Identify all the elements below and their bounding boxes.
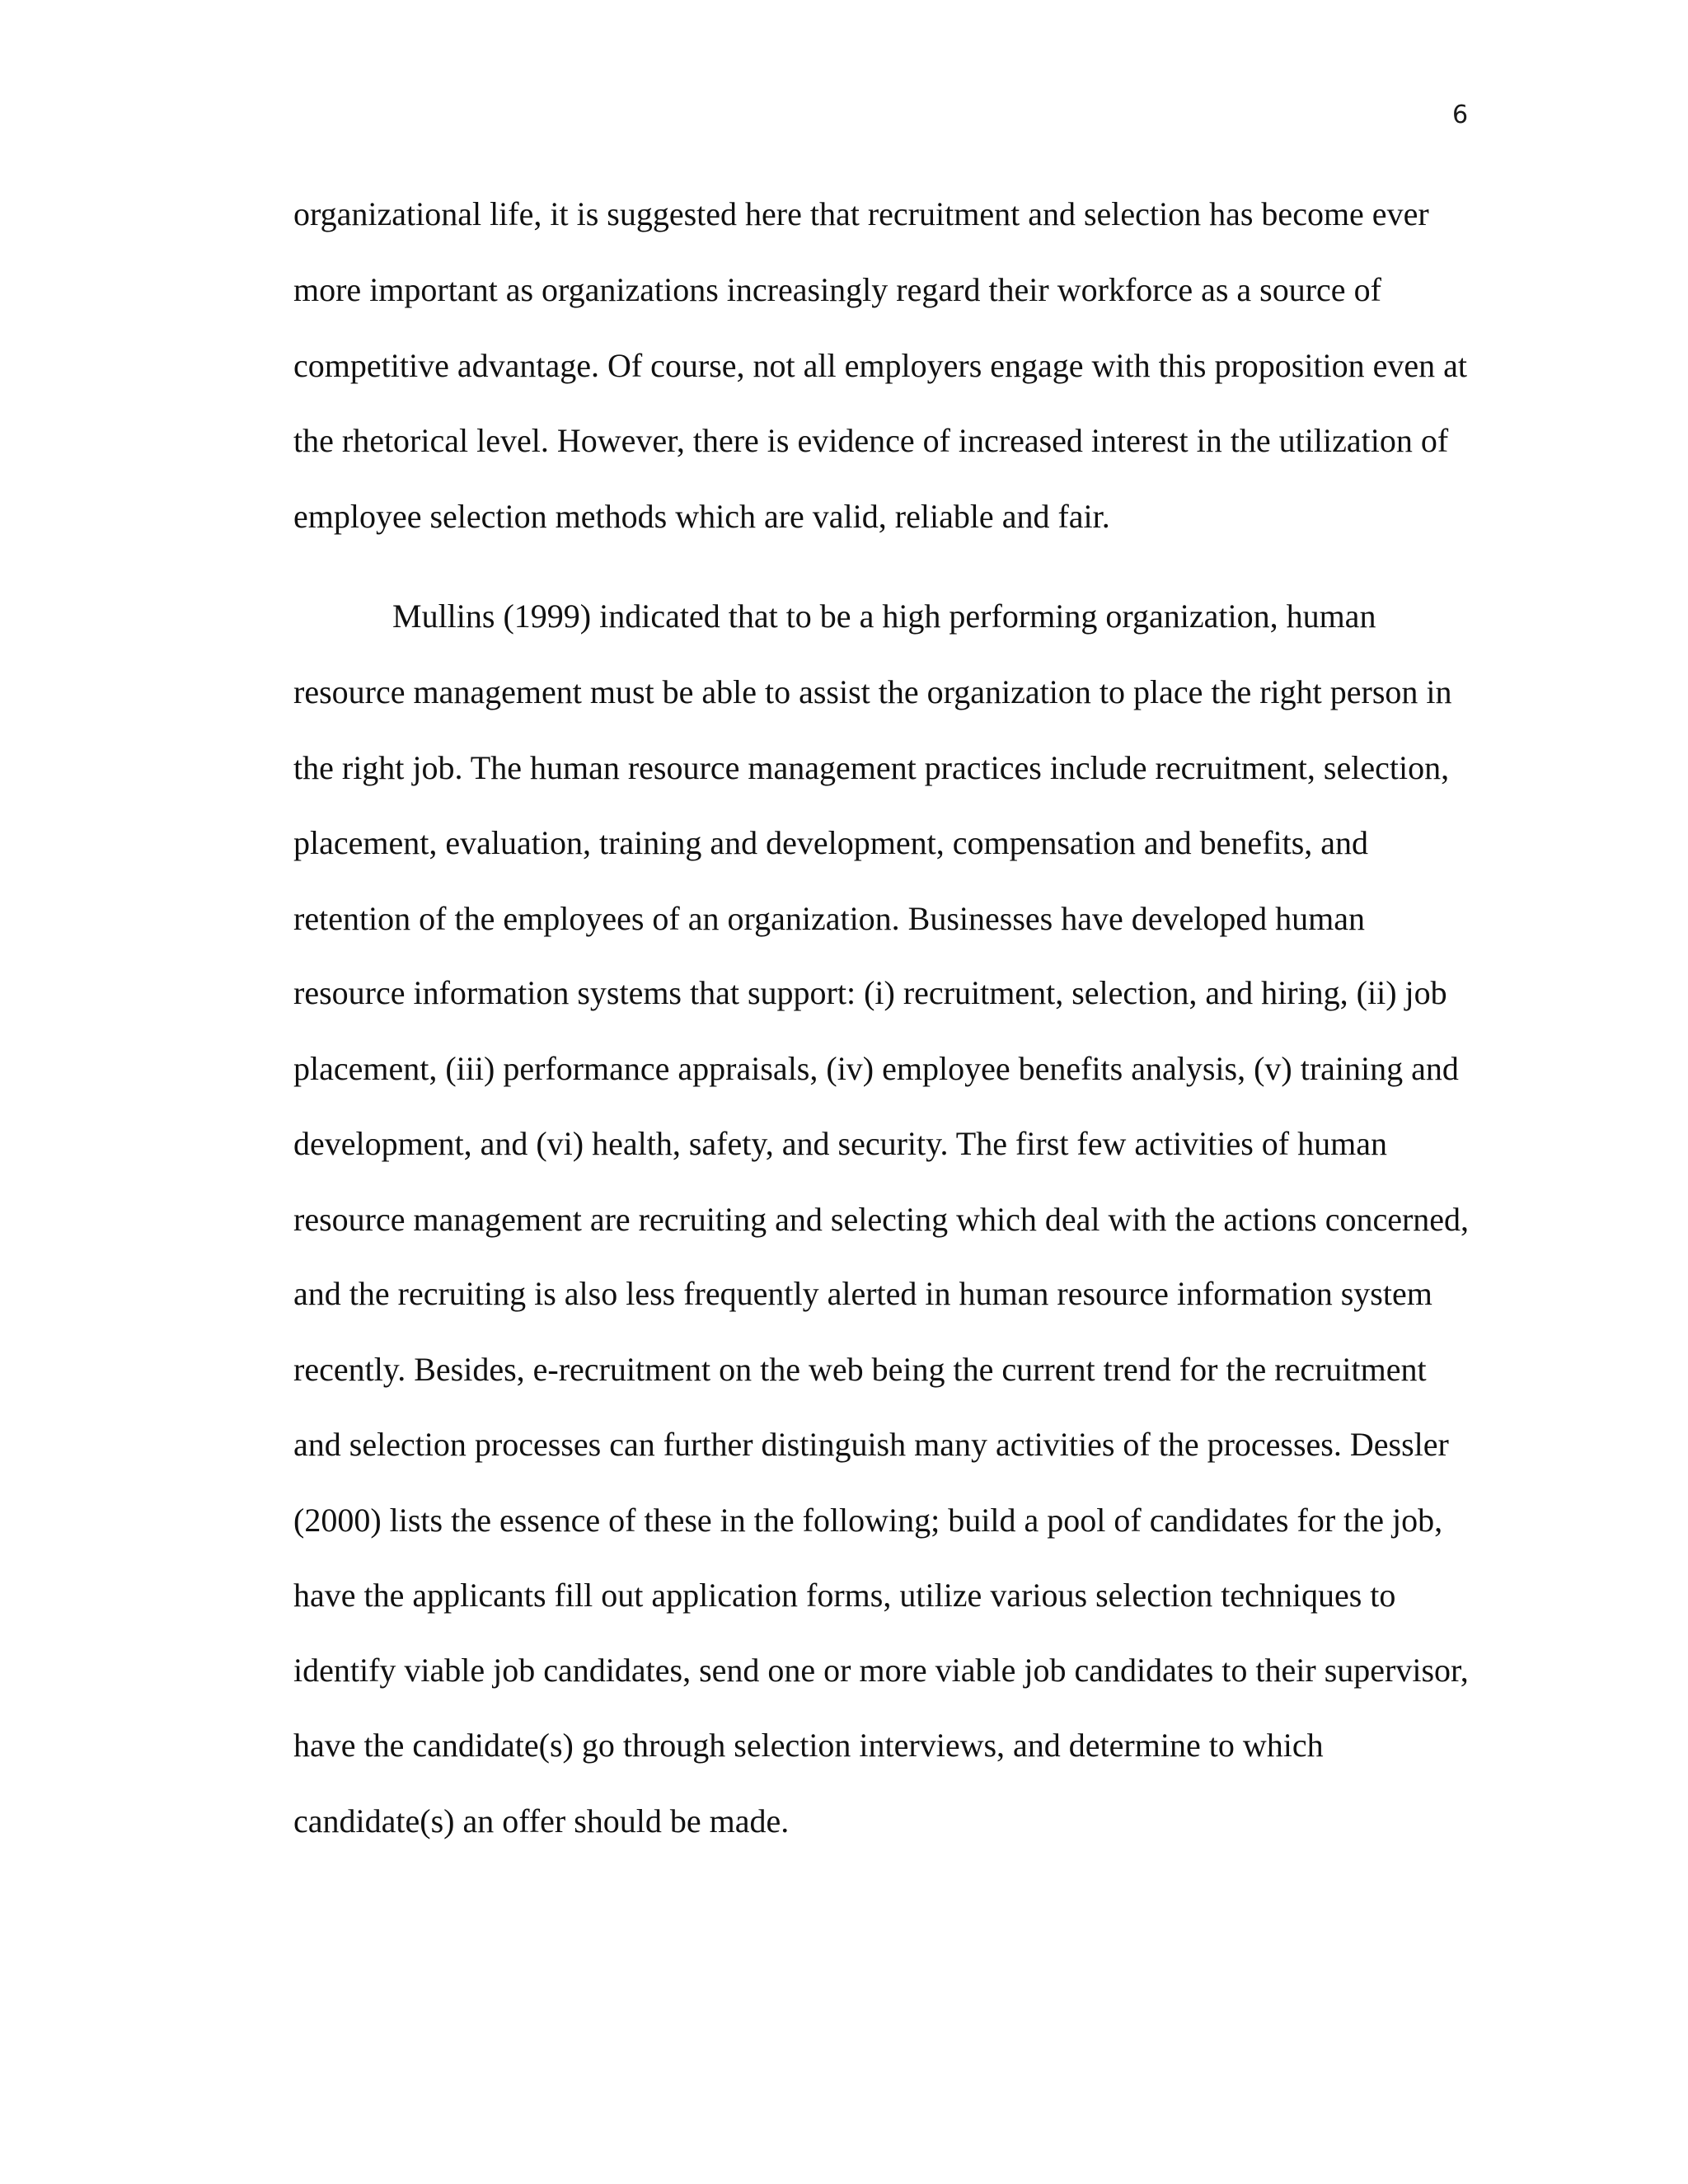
paragraph-2-line-7: placement, (iii) performance appraisals, (iv) employee benefits analysis, (v) training and	[293, 1050, 1459, 1087]
paragraph-2-line-1: Mullins (1999) indicated that to be a high performing organization, human	[392, 598, 1376, 635]
paragraph-2-line-9: resource management are recruiting and selecting which deal with the actions concerned,	[293, 1201, 1470, 1238]
paragraph-2-line-15: identify viable job candidates, send one or more viable job candidates to their supervisor,	[293, 1652, 1469, 1689]
paragraph-1-line-4: the rhetorical level. However, there is evidence of increased interest in the utilization of	[293, 422, 1449, 459]
paragraph-2-line-17: candidate(s) an offer should be made.	[293, 1802, 790, 1840]
paragraph-2-line-11: recently. Besides, e-recruitment on the web being the current trend for the recruitment	[293, 1351, 1427, 1388]
page-number: 6	[1452, 101, 1469, 129]
paragraph-2-line-2: resource management must be able to assist the organization to place the right person in	[293, 673, 1452, 710]
paragraph-1-line-1: organizational life, it is suggested here that recruitment and selection has become ever	[293, 195, 1429, 232]
paragraph-2-line-10: and the recruiting is also less frequently alerted in human resource information system	[293, 1275, 1432, 1312]
paragraph-2-line-14: have the applicants fill out application forms, utilize various selection techniques to	[293, 1577, 1396, 1614]
paragraph-2-line-8: development, and (vi) health, safety, and security. The first few activities of human	[293, 1125, 1387, 1162]
paragraph-2-line-12: and selection processes can further distinguish many activities of the processes. Dessler	[293, 1426, 1449, 1463]
paragraph-2-line-6: resource information systems that support: (i) recruitment, selection, and hiring, (ii) job	[293, 974, 1447, 1011]
paragraph-1-line-3: competitive advantage. Of course, not all employers engage with this proposition even at	[293, 347, 1468, 384]
paragraph-2-line-13: (2000) lists the essence of these in the following; build a pool of candidates for the job,	[293, 1502, 1443, 1539]
paragraph-2-line-4: placement, evaluation, training and development, compensation and benefits, and	[293, 824, 1369, 861]
paragraph-2-line-16: have the candidate(s) go through selection interviews, and determine to which	[293, 1727, 1324, 1764]
paragraph-2-line-5: retention of the employees of an organization. Businesses have developed human	[293, 900, 1365, 937]
paragraph-1-line-5: employee selection methods which are valid, reliable and fair.	[293, 498, 1110, 535]
paragraph-2-line-3: the right job. The human resource management practices include recruitment, selection,	[293, 749, 1450, 786]
paragraph-1-line-2: more important as organizations increasingly regard their workforce as a source of	[293, 271, 1381, 308]
